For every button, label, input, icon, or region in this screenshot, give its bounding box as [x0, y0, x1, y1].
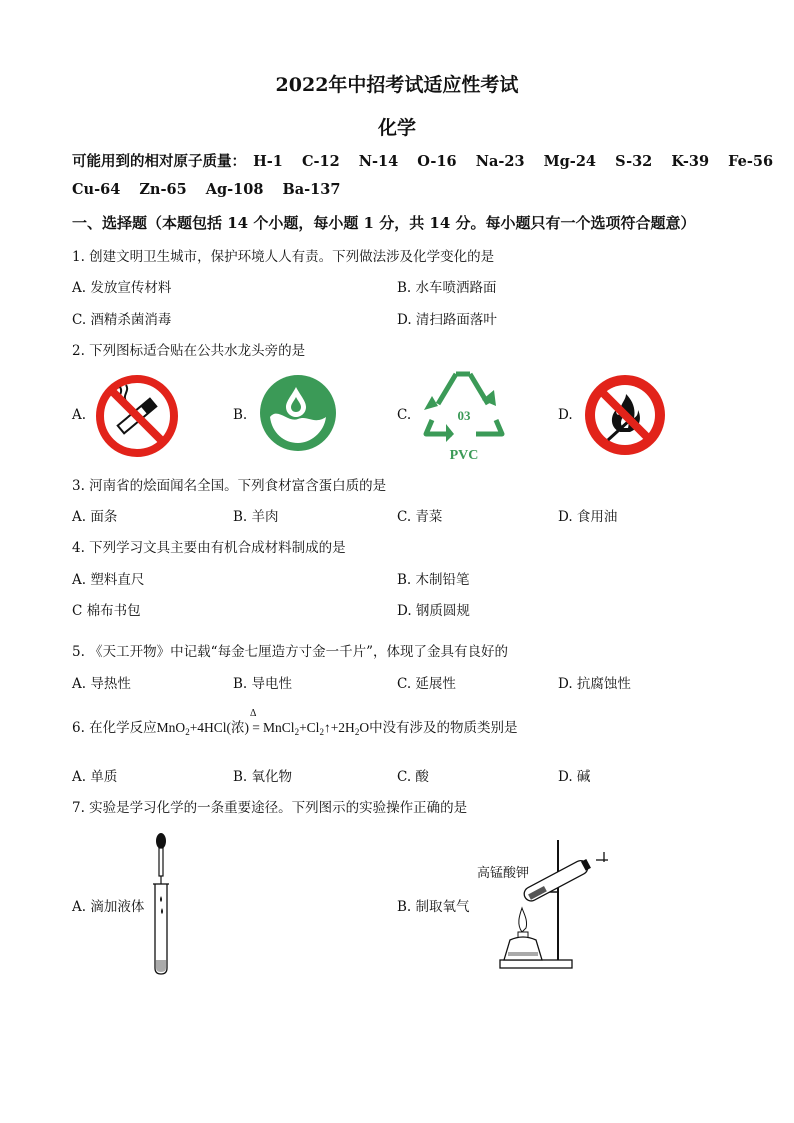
- atomic-mass: Ba-137: [282, 181, 341, 198]
- question-5-option-b[interactable]: B. 导电性: [233, 676, 293, 692]
- question-3-option-a[interactable]: A. 面条: [72, 509, 118, 525]
- atomic-mass: N-14: [358, 153, 399, 170]
- question-5-option-c[interactable]: C. 延展性: [397, 676, 456, 692]
- atomic-mass: Cu-64: [72, 181, 121, 198]
- atomic-mass: H-1: [253, 153, 283, 170]
- question-6-option-b[interactable]: B. 氧化物: [233, 769, 293, 785]
- question-6-stem-prefix: 6. 在化学反应: [72, 720, 157, 736]
- atomic-mass-label: 可能用到的相对原子质量：: [72, 153, 246, 170]
- question-2-stem: 2. 下列图标适合贴在公共水龙头旁的是: [72, 343, 306, 359]
- exam-title: 2022年中招考试适应性考试: [275, 74, 519, 96]
- question-3-option-c[interactable]: C. 青菜: [397, 509, 443, 525]
- atomic-mass: Na-23: [475, 153, 525, 170]
- question-2-option-b[interactable]: B.: [233, 407, 248, 423]
- question-2-option-d[interactable]: D.: [558, 407, 573, 423]
- question-7-option-b[interactable]: B. 制取氧气: [397, 899, 470, 915]
- question-5-stem: 5. 《天工开物》中记载“每金七厘造方寸金一千片”，体现了金具有良好的: [72, 644, 508, 660]
- question-6-option-c[interactable]: C. 酸: [397, 769, 429, 785]
- dropper-test-tube-illustration: [150, 832, 180, 984]
- question-5-option-d[interactable]: D. 抗腐蚀性: [558, 676, 631, 692]
- question-4-stem: 4. 下列学习文具主要由有机合成材料制成的是: [72, 540, 346, 556]
- question-1-option-b[interactable]: B. 水车喷洒路面: [397, 280, 497, 296]
- no-smoking-icon: [94, 373, 180, 463]
- recycle-pvc-icon: [418, 364, 510, 468]
- chemical-equation: MnO$_2$+4HCl(浓) Δ = $MnCl_2+Cl_2↑+2H_2O$: [156, 708, 370, 737]
- question-4-option-a[interactable]: A. 塑料直尺: [72, 572, 145, 588]
- question-7-option-a[interactable]: A. 滴加液体: [72, 899, 145, 915]
- atomic-mass: Ag-108: [205, 181, 264, 198]
- atomic-mass-line-1: [72, 150, 773, 171]
- recycle-label: PVC: [449, 448, 479, 463]
- question-3-option-d[interactable]: D. 食用油: [558, 509, 618, 525]
- question-4-option-c[interactable]: C 棉布书包: [72, 603, 141, 619]
- oxygen-apparatus-illustration: [492, 834, 612, 978]
- question-5-option-a[interactable]: A. 导热性: [72, 676, 131, 692]
- section-heading: 一、选择题（本题包括 14 个小题，每小题 1 分，共 14 分。每小题只有一个选项符合题意）: [72, 214, 696, 232]
- question-1-option-d[interactable]: D. 清扫路面落叶: [397, 312, 497, 328]
- apparatus-label: 高锰酸钾: [477, 866, 530, 881]
- atomic-mass: Mg-24: [543, 153, 596, 170]
- no-fire-icon: [580, 370, 670, 464]
- question-1-option-c[interactable]: C. 酒精杀菌消毒: [72, 312, 172, 328]
- atomic-mass: Fe-56: [728, 153, 774, 170]
- question-2-option-c[interactable]: C.: [397, 407, 412, 423]
- atomic-mass: C-12: [301, 153, 340, 170]
- subject-title: 化学: [377, 117, 416, 139]
- water-saving-icon: [258, 373, 338, 457]
- atomic-mass-line-2: [72, 181, 340, 198]
- question-6-stem-suffix: 中没有涉及的物质类别是: [369, 720, 518, 736]
- atomic-mass: Zn-65: [139, 181, 187, 198]
- recycle-number: 03: [457, 408, 471, 423]
- question-3-option-b[interactable]: B. 羊肉: [233, 509, 279, 525]
- atomic-mass: O-16: [417, 153, 457, 170]
- question-6-option-d[interactable]: D. 碱: [558, 769, 591, 785]
- question-4-option-d[interactable]: D. 钢质圆规: [397, 603, 470, 619]
- question-2-option-a[interactable]: A.: [72, 407, 87, 423]
- question-6-option-a[interactable]: A. 单质: [72, 769, 118, 785]
- question-1-stem: 1. 创建文明卫生城市，保护环境人人有责。下列做法涉及化学变化的是: [72, 249, 495, 265]
- question-7-stem: 7. 实验是学习化学的一条重要途径。下列图示的实验操作正确的是: [72, 800, 468, 816]
- question-6-stem: [72, 708, 518, 737]
- question-1-option-a[interactable]: A. 发放宣传材料: [72, 280, 172, 296]
- atomic-mass: S-32: [615, 153, 653, 170]
- atomic-mass: K-39: [671, 153, 710, 170]
- question-3-stem: 3. 河南省的烩面闻名全国。下列食材富含蛋白质的是: [72, 478, 387, 494]
- question-4-option-b[interactable]: B. 木制铅笔: [397, 572, 470, 588]
